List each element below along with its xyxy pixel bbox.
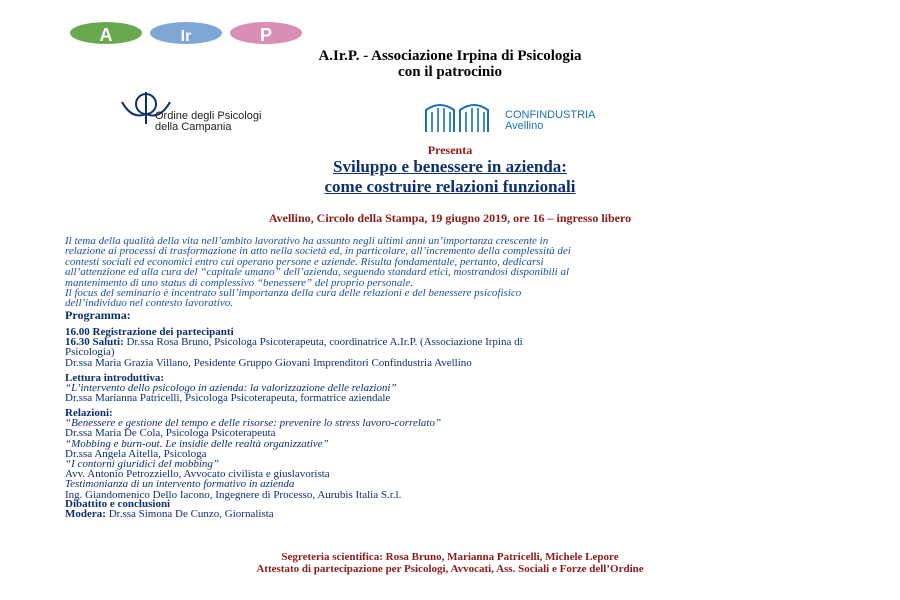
event-title-line2: come costruire relazioni funzionali — [324, 177, 576, 196]
opsi-label — [155, 111, 261, 133]
lettura-speaker: Dr.ssa Marianna Patricelli, Psicologa Psicoterapeuta, formatrice aziendale — [65, 392, 391, 405]
talk-speaker: Ing. Giandomenico Dello Iacono, Ingegnere di Processo, Aurubis Italia S.r.l. — [65, 488, 402, 501]
intro-line: all’attenzione ed alla cura del “capitale umano” dell’azienda, seguendo standard etici, mostrandosi disponibili al — [65, 266, 570, 279]
saluti-speaker2: Dr.ssa Maria Grazia Villano, Pesidente Gruppo Giovani Imprenditori Confindustria Avellino — [65, 356, 472, 369]
saluti-text2: Psicologia) — [65, 346, 115, 359]
lettura-section — [65, 373, 845, 404]
footer-secretariat: Segreteria scientifica: Rosa Bruno, Marianna Patricelli, Michele Lepore — [281, 551, 619, 563]
intro-line: mantenimento di uno status di complessivo “benessere” del proprio personale. — [65, 276, 414, 289]
talk-speaker: Dr.ssa Maria De Cola, Psicologa Psicoterapeuta — [65, 427, 276, 440]
dibattito-section — [65, 499, 845, 519]
relazioni-heading: Relazioni: — [65, 407, 113, 419]
modera-item — [65, 509, 845, 519]
intro-line: contesti sociali ed economici entro cui operano persone e aziende. Risulta fondamentale, pertanto, dedicarsi — [65, 255, 544, 268]
intro-paragraph — [65, 236, 837, 309]
program-heading: Programma: — [65, 308, 131, 322]
modera-text: Dr.ssa Simona De Cunzo, Giornalista — [105, 508, 274, 521]
registration-item: 16.00 Registrazione dei partecipanti — [65, 326, 234, 338]
event-venue: Avellino, Circolo della Stampa, 19 giugno 2019, ore 16 – ingresso libero — [268, 211, 632, 225]
intro-line: dell’individuo nel contesto lavorativo. — [65, 297, 234, 310]
saluti-item — [65, 337, 845, 347]
talk-speaker: Dr.ssa Angela Aitella, Psicologa — [65, 447, 207, 460]
talk-title: “Mobbing e burn-out. Le insidie delle realtà organizzative” — [65, 437, 329, 450]
conf-line1: CONFINDUSTRIA — [505, 109, 596, 121]
intro-line: relazione ai processi di trasformazione in atto nella società ed, in particolare, all’incremento della complessità dei — [65, 245, 571, 258]
modera-label: Modera: — [65, 508, 106, 521]
saluti-label: 16.30 Saluti: — [65, 336, 124, 349]
talk-title: Testimonianza di un intervento formativo in azienda — [65, 478, 295, 491]
dibattito-heading: Dibattito e conclusioni — [65, 498, 171, 510]
patronage-line: con il patrocinio — [398, 64, 502, 80]
event-title — [0, 157, 900, 197]
confindustria-icon — [420, 100, 500, 134]
org-title: A.Ir.P. - Associazione Irpina di Psicologia — [318, 48, 582, 64]
conf-line2: Avellino — [505, 120, 544, 132]
presents-label: Presenta — [427, 143, 473, 157]
talk-title: “I contorni giuridici del mobbing” — [65, 458, 219, 471]
footer-attestation: Attestato di partecipazione per Psicologi, Avvocati, Ass. Sociali e Forze dell’Ordine — [256, 563, 644, 575]
opsi-line1: Ordine degli Psicologi — [155, 110, 262, 122]
relazioni-section — [65, 408, 845, 500]
lettura-title: “L’intervento dello psicologo in azienda: la valorizzazione delle relazioni” — [65, 382, 397, 395]
opsi-line2: della Campania — [155, 121, 232, 133]
logo-letter-p: P — [259, 25, 273, 45]
talk-title: “Benessere e gestione del tempo e delle risorse: prevenire lo stress lavoro-correlato” — [65, 417, 442, 430]
intro-line: Il tema della qualità della vita nell’ambito lavorativo ha assunto negli ultimi anni un’importanza crescente in — [65, 235, 549, 247]
airp-logo — [68, 18, 308, 48]
event-title-line1: Sviluppo e benessere in azienda: — [333, 157, 567, 176]
program-opening — [65, 327, 845, 368]
logo-letter-a: A — [99, 25, 113, 45]
confindustria-label — [505, 110, 595, 132]
logo-letter-ir: Ir — [180, 28, 192, 45]
saluti-text: Dr.ssa Rosa Bruno, Psicologa Psicoterapeuta, coordinatrice A.Ir.P. (Associazione Irpina di — [123, 336, 523, 349]
talk-speaker: Avv. Antonio Petrozziello, Avvocato civilista e giuslavorista — [65, 468, 330, 481]
intro-line: Il focus del seminario è incentrato sull’importanza della cura delle relazioni e del benessere psicofisico — [65, 287, 522, 300]
lettura-heading: Lettura introduttiva: — [65, 372, 165, 384]
